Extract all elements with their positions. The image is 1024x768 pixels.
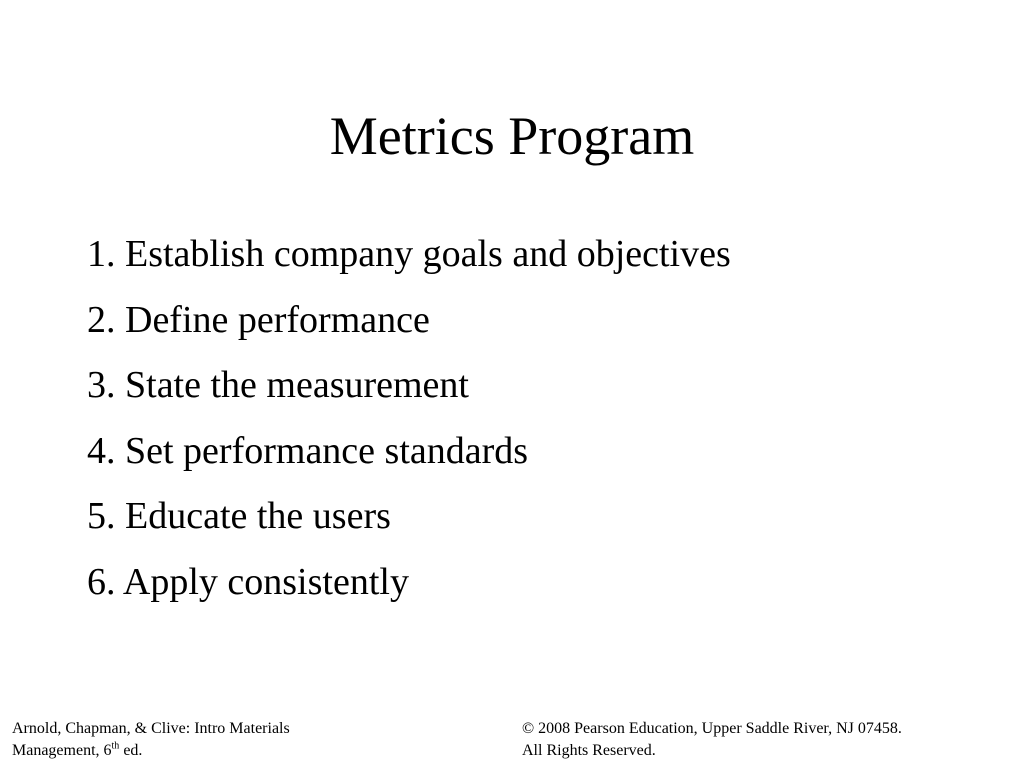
steps-list xyxy=(87,232,731,625)
footer-citation-superscript: th xyxy=(111,740,120,752)
slide-title: Metrics Program xyxy=(329,106,695,166)
step-item: 4. Set performance standards xyxy=(87,429,529,472)
footer-copyright-line2: All Rights Reserved. xyxy=(522,742,656,759)
footer-copyright xyxy=(522,718,902,762)
footer-copyright-line1: © 2008 Pearson Education, Upper Saddle River, NJ 07458. xyxy=(522,720,902,737)
footer-citation-line1: Arnold, Chapman, & Clive: Intro Materials xyxy=(12,720,290,737)
footer-citation xyxy=(12,718,290,762)
step-item: 6. Apply consistently xyxy=(87,560,409,603)
footer-citation-suffix: ed. xyxy=(119,742,143,759)
footer-citation-line2 xyxy=(12,740,290,762)
step-item: 1. Establish company goals and objectives xyxy=(87,233,731,275)
step-item: 2. Define performance xyxy=(87,298,430,341)
step-item: 3. State the measurement xyxy=(87,364,469,406)
footer-citation-text: Management, 6 xyxy=(12,742,112,759)
step-item: 5. Educate the users xyxy=(87,495,391,537)
